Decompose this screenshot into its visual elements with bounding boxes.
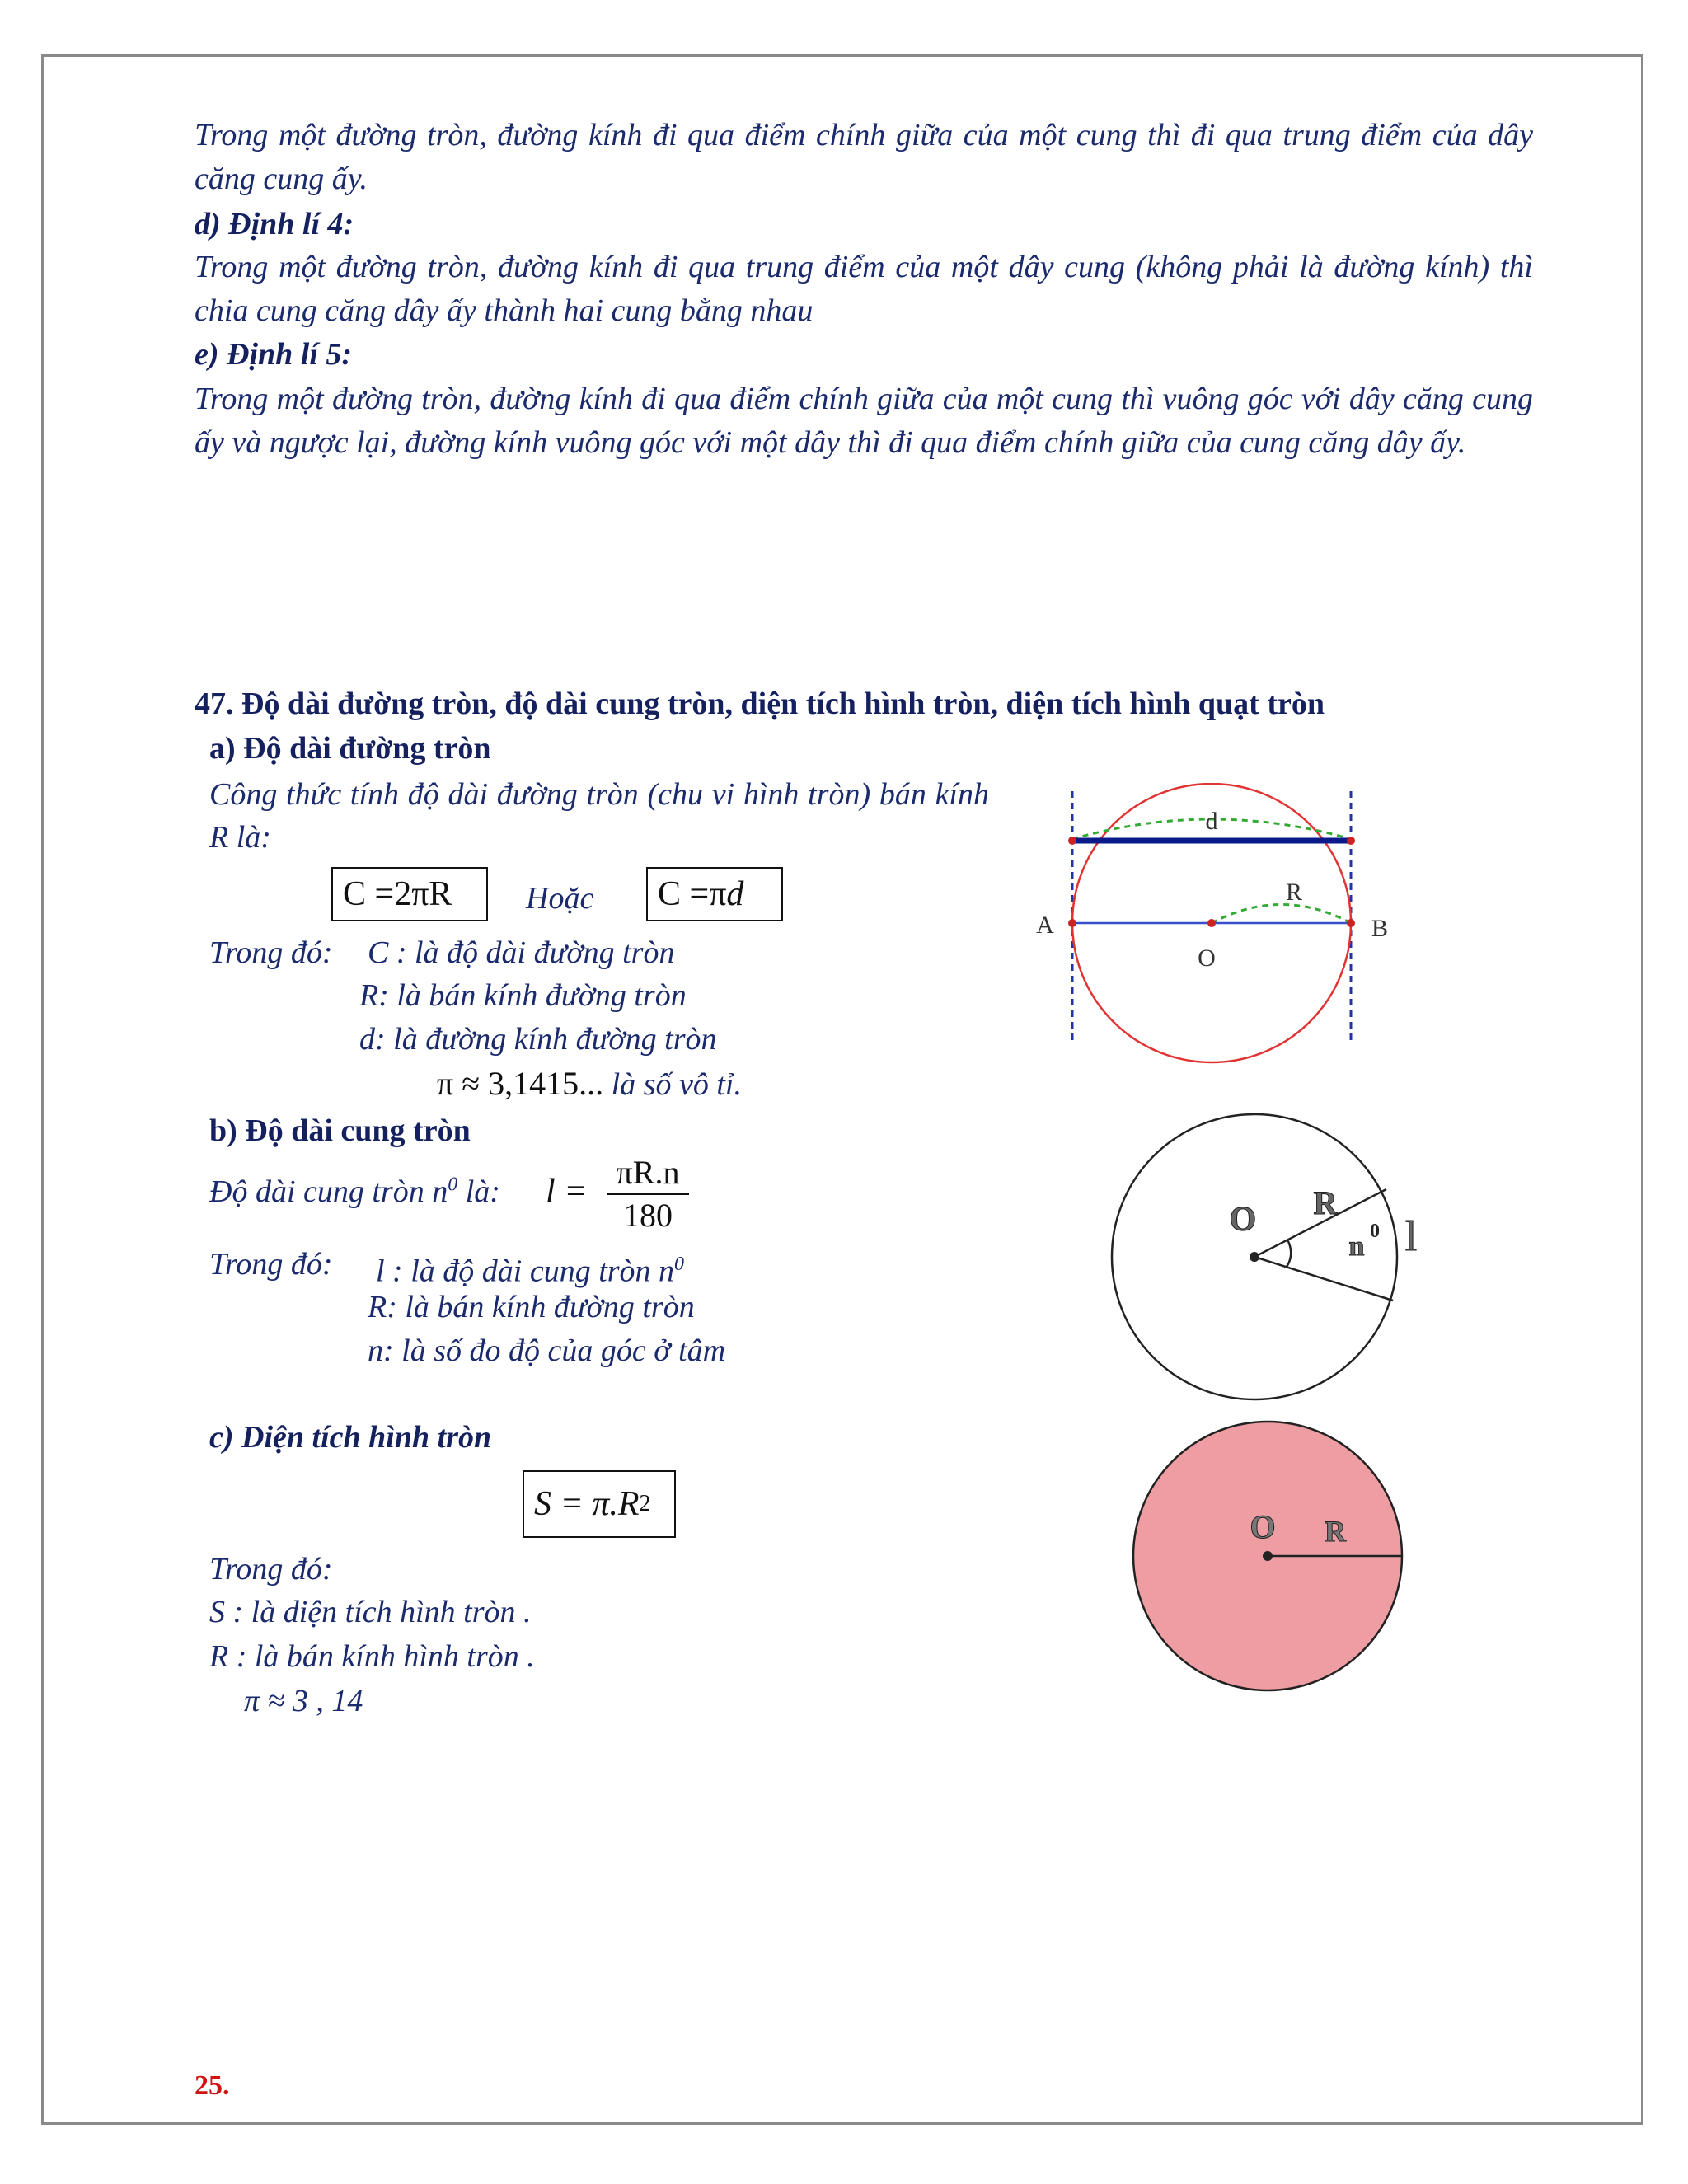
section47-title: 47. Độ dài đường tròn, độ dài cung tròn, diện tích hình tròn, diện tích hình quạt tròn bbox=[195, 687, 1325, 721]
part-a-intro: Công thức tính độ dài đường tròn (chu vi hình tròn) bán kính R là: bbox=[209, 777, 989, 855]
area-formula-text: S = π.R bbox=[534, 1485, 640, 1523]
label-r: R bbox=[1285, 879, 1303, 906]
radius-lower bbox=[1254, 1257, 1393, 1301]
point-d-right bbox=[1347, 837, 1355, 845]
pi-value: π ≈ 3,1415... bbox=[437, 1065, 604, 1102]
formula2-prefix: C =π bbox=[658, 875, 727, 913]
part-b-line-n: n: là số đo độ của góc ở tâm bbox=[368, 1333, 726, 1368]
pi-note: là số vô tỉ. bbox=[611, 1067, 742, 1102]
part-a-heading-text: a) Độ dài đường tròn bbox=[209, 731, 491, 766]
arc-length-figure bbox=[1104, 1108, 1451, 1405]
label-o: O bbox=[1198, 944, 1216, 972]
point-o bbox=[1207, 919, 1216, 927]
label-n-sup: 0 bbox=[1370, 1221, 1380, 1242]
circle-area-figure bbox=[1129, 1418, 1409, 1698]
label-r: R bbox=[1325, 1515, 1346, 1548]
part-a-line-c: C : là độ dài đường tròn bbox=[368, 935, 675, 970]
part-b-intro-suffix: là: bbox=[465, 1174, 500, 1209]
angle-mark bbox=[1287, 1240, 1291, 1267]
circumference-formula-d bbox=[646, 867, 783, 921]
part-b-intro bbox=[209, 1174, 500, 1210]
part-c-line-r: R : là bán kính hình tròn . bbox=[209, 1639, 535, 1674]
theorem3-text: Trong một đường tròn, đường kính đi qua điểm chính giữa của một cung thì đi qua trung điểm của dây căng cung ấy. bbox=[195, 118, 1533, 196]
label-o: O bbox=[1229, 1201, 1257, 1239]
part-a-heading bbox=[209, 730, 491, 766]
label-l: l bbox=[1404, 1213, 1418, 1260]
part-b-where-label: Trong đó: bbox=[209, 1247, 333, 1282]
arc-formula-lhs: l = bbox=[546, 1173, 588, 1211]
point-d-left bbox=[1068, 837, 1076, 845]
theorem4-text: Trong một đường tròn, đường kính đi qua trung điểm của một dây cung (không phải là đường kính) thì chia cung căng dây ấy thành hai cung bằng nhau bbox=[195, 250, 1533, 328]
label-a: A bbox=[1036, 912, 1054, 939]
or-word: Hoặc bbox=[526, 881, 594, 916]
circle-diameter-figure bbox=[1022, 783, 1401, 1080]
point-a bbox=[1068, 919, 1076, 927]
part-c-where-label: Trong đó: bbox=[209, 1552, 333, 1586]
theorem4-heading: d) Định lí 4: bbox=[195, 207, 354, 241]
r-arc bbox=[1212, 905, 1351, 924]
part-b-line-r: R: là bán kính đường tròn bbox=[368, 1290, 695, 1324]
part-b-heading-text: b) Độ dài cung tròn bbox=[209, 1113, 471, 1148]
page-number: 25. bbox=[195, 2070, 230, 2101]
part-b-heading bbox=[209, 1113, 471, 1149]
part-a-line-d: d: là đường kính đường tròn bbox=[359, 1022, 717, 1057]
part-b-line-l-text: l : là độ dài cung tròn n bbox=[376, 1254, 675, 1289]
part-c-pi-value: π ≈ 3 , 14 bbox=[244, 1684, 363, 1718]
circumference-formula-r: C =2πR bbox=[331, 867, 488, 921]
area-formula-sup: 2 bbox=[639, 1491, 651, 1516]
point-b bbox=[1347, 919, 1355, 927]
part-c-line-s: S : là diện tích hình tròn . bbox=[209, 1595, 532, 1629]
theorem5-text: Trong một đường tròn, đường kính đi qua điểm chính giữa của một cung thì vuông góc với dây căng cung ấy và ngược lại, đường kính vuông góc với một dây thì đi qua điểm chính giữa của cung căng dây ấy. bbox=[195, 382, 1533, 460]
label-o: O bbox=[1250, 1508, 1276, 1545]
arc-formula-numerator: πR.n bbox=[607, 1152, 689, 1195]
arc-formula-fraction bbox=[607, 1152, 689, 1236]
part-b-line-l-sup: 0 bbox=[674, 1254, 685, 1275]
area-formula bbox=[523, 1470, 676, 1538]
center-point bbox=[1263, 1551, 1273, 1561]
label-n: n bbox=[1348, 1231, 1365, 1262]
arc-formula-denominator: 180 bbox=[623, 1197, 673, 1234]
theorem5-heading: e) Định lí 5: bbox=[195, 337, 353, 372]
part-b-intro-sup: 0 bbox=[448, 1174, 458, 1196]
label-d: d bbox=[1205, 808, 1218, 835]
formula2-var: d bbox=[726, 875, 744, 913]
part-b-intro-prefix: Độ dài cung tròn n bbox=[209, 1174, 448, 1209]
part-c-heading: c) Diện tích hình tròn bbox=[209, 1420, 492, 1455]
label-r: R bbox=[1313, 1184, 1338, 1221]
part-a-line-r: R: là bán kính đường tròn bbox=[359, 978, 687, 1013]
label-b: B bbox=[1371, 915, 1389, 942]
part-a-pi-line bbox=[437, 1062, 742, 1107]
part-a-where-label: Trong đó: bbox=[209, 935, 333, 970]
center-point bbox=[1250, 1252, 1259, 1262]
